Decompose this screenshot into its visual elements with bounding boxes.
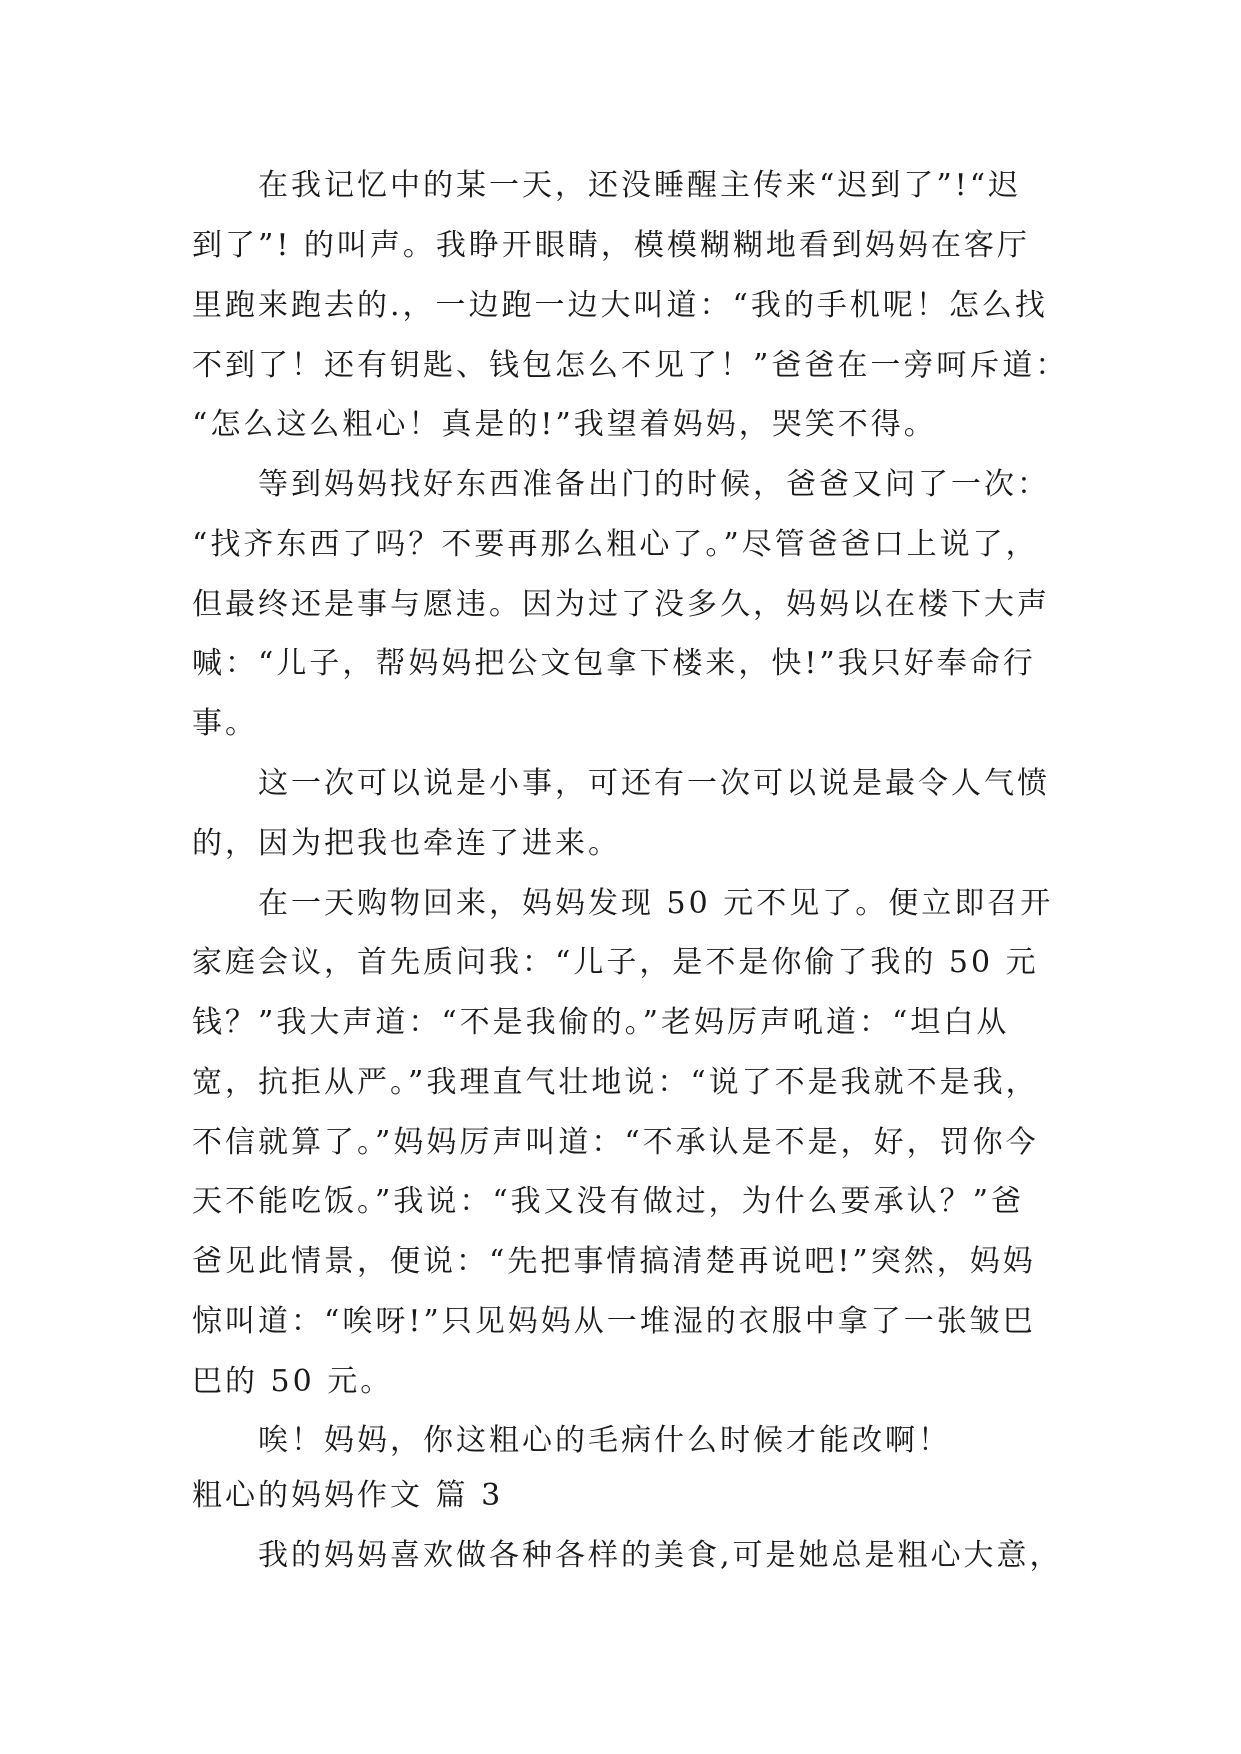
paragraph-line: 的，因为把我也牵连了进来。 [192, 826, 621, 861]
paragraph-line: 巴的 50 元。 [192, 1364, 394, 1399]
paragraph-line: 不到了！还有钥匙、钱包怎么不见了！”爸爸在一旁呵斥道： [192, 348, 1069, 383]
paragraph-line: 在我记忆中的某一天，还没睡醒主传来“迟到了”!“迟 [258, 168, 1022, 203]
paragraph-line: 天不能吃饭。”我说：“我又没有做过，为什么要承认？”爸 [192, 1184, 1025, 1219]
paragraph-line: 宽，抗拒从严。”我理直气壮地说：“说了不是我就不是我， [192, 1065, 1039, 1100]
paragraph-line: “找齐东西了吗？不要再那么粗心了。”尽管爸爸口上说了， [192, 527, 1039, 562]
paragraph-line: 里跑来跑去的.，一边跑一边大叫道：“我的手机呢！怎么找 [192, 288, 1048, 323]
paragraph-line: 我的妈妈喜欢做各种各样的美食,可是她总是粗心大意， [258, 1538, 1063, 1573]
paragraph-line: 家庭会议，首先质问我：“儿子，是不是你偷了我的 50 元 [192, 945, 1039, 980]
paragraph-line: 不信就算了。”妈妈厉声叫道：“不承认是不是，好，罚你今 [192, 1125, 1039, 1160]
paragraph-line: 事。 [192, 706, 258, 741]
paragraph-line: 到了”! 的叫声。我睁开眼睛，模模糊糊地看到妈妈在客厅 [192, 228, 1030, 263]
paragraph-line: 这一次可以说是小事，可还有一次可以说是最令人气愤 [258, 766, 1050, 801]
paragraph-line: “怎么这么粗心！真是的!”我望着妈妈，哭笑不得。 [192, 407, 937, 442]
paragraph-line: 在一天购物回来，妈妈发现 50 元不见了。便立即召开 [258, 886, 1054, 921]
paragraph-line: 但最终还是事与愿违。因为过了没多久，妈妈以在楼下大声 [192, 587, 1050, 622]
section-heading: 粗心的妈妈作文 篇 3 [192, 1478, 504, 1513]
paragraph-line: 唉！妈妈，你这粗心的毛病什么时候才能改啊！ [258, 1423, 951, 1458]
paragraph-line: 惊叫道：“唉呀!”只见妈妈从一堆湿的衣服中拿了一张皱巴 [192, 1304, 1036, 1339]
paragraph-line: 喊：“儿子，帮妈妈把公文包拿下楼来，快!”我只好奉命行 [192, 646, 1036, 681]
paragraph-line: 钱？”我大声道：“不是我偷的。”老妈厉声吼道：“坦白从 [192, 1005, 1010, 1040]
paragraph-line: 等到妈妈找好东西准备出门的时候，爸爸又问了一次： [258, 467, 1050, 502]
paragraph-line: 爸见此情景，便说：“先把事情搞清楚再说吧!”突然，妈妈 [192, 1244, 1036, 1279]
